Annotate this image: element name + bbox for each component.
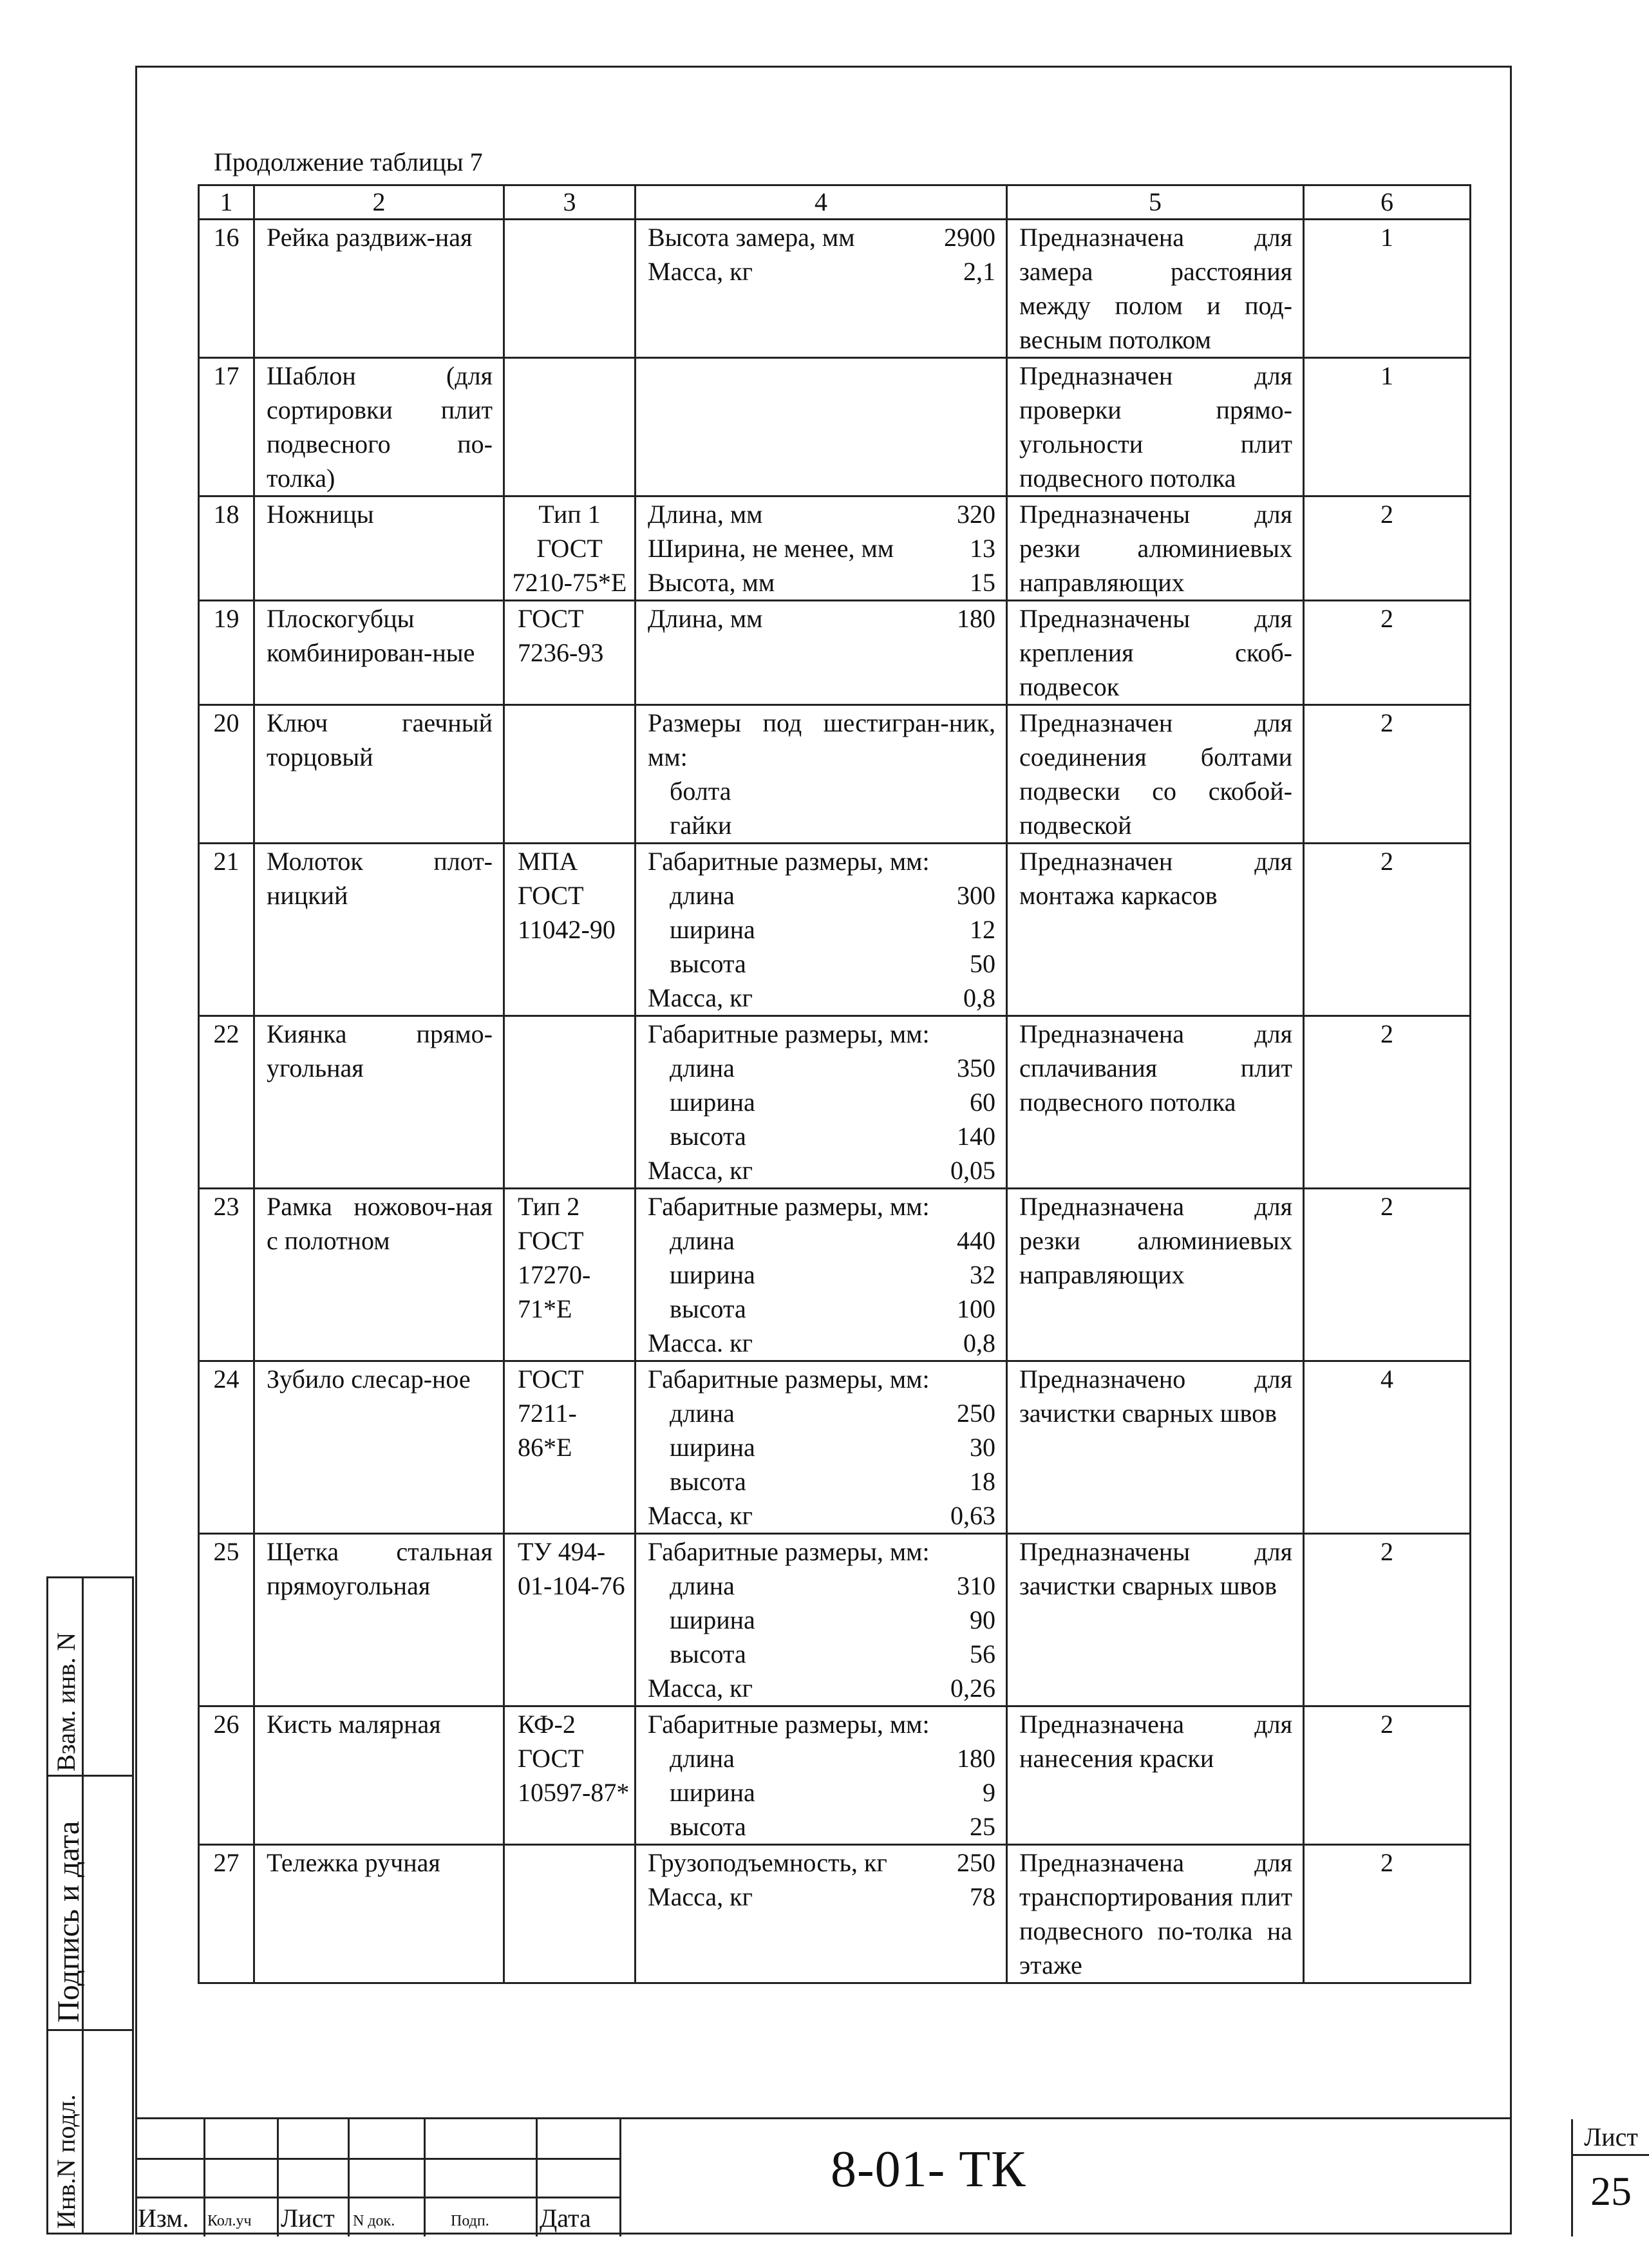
spec-value: 15 bbox=[970, 568, 995, 597]
spec-value: 100 bbox=[957, 1294, 995, 1323]
spec-value: 180 bbox=[957, 604, 995, 633]
label-kol-uch: Кол.уч bbox=[207, 2213, 252, 2229]
specification bbox=[636, 1016, 1007, 1189]
tool-name: Щетка стальная прямоугольная bbox=[254, 1534, 504, 1706]
purpose: Предназначена для замера расстояния между полом и под-весным потолком bbox=[1007, 220, 1304, 358]
spec-line bbox=[648, 1189, 995, 1224]
spec-key: длина bbox=[670, 1054, 735, 1082]
label-podp: Подп. bbox=[451, 2213, 489, 2229]
spec-line bbox=[648, 1362, 995, 1396]
header-cell: 3 bbox=[504, 185, 636, 220]
tool-name: Тележка ручная bbox=[254, 1845, 504, 1983]
spec-line bbox=[648, 1810, 995, 1844]
spec-value: 9 bbox=[983, 1778, 995, 1807]
spec-line bbox=[648, 1741, 995, 1775]
row-number: 19 bbox=[199, 601, 254, 705]
spec-value: 0,26 bbox=[950, 1674, 995, 1703]
spec-line bbox=[648, 1085, 995, 1119]
spec-key: ширина bbox=[670, 1088, 755, 1117]
label-izm: Изм. bbox=[138, 2204, 189, 2233]
spec-key: ширина bbox=[670, 1433, 755, 1462]
spec-key: Грузоподъемность, кг bbox=[648, 1848, 887, 1877]
table-row bbox=[199, 1706, 1471, 1845]
tool-name: Рамка ножовоч-ная с полотном bbox=[254, 1189, 504, 1361]
standard: КФ-2 ГОСТ 10597-87* bbox=[504, 1706, 636, 1845]
purpose: Предназначены для крепления скоб-подвесок bbox=[1007, 601, 1304, 705]
quantity: 2 bbox=[1304, 1189, 1471, 1361]
spec-key: ширина bbox=[670, 1778, 755, 1807]
spec-value: 180 bbox=[957, 1744, 995, 1773]
spec-line bbox=[648, 1637, 995, 1671]
specification bbox=[636, 601, 1007, 705]
specification bbox=[636, 1361, 1007, 1534]
standard bbox=[504, 1845, 636, 1983]
spec-line bbox=[648, 1707, 995, 1741]
standard: ГОСТ 7236-93 bbox=[504, 601, 636, 705]
spec-value: 56 bbox=[970, 1640, 995, 1668]
specification bbox=[636, 705, 1007, 844]
quantity: 2 bbox=[1304, 496, 1471, 601]
spec-value: 60 bbox=[970, 1088, 995, 1117]
specification bbox=[636, 1706, 1007, 1845]
table-row bbox=[199, 844, 1471, 1016]
standard: Тип 1 ГОСТ 7210-75*Е bbox=[504, 496, 636, 601]
spec-line bbox=[648, 1153, 995, 1187]
table-row bbox=[199, 1016, 1471, 1189]
spec-key: Габаритные размеры, мм: bbox=[648, 1365, 930, 1394]
side-stamp bbox=[46, 1576, 134, 2235]
sheet-label: Лист bbox=[1573, 2121, 1649, 2156]
spec-key: Масса, кг bbox=[648, 1501, 753, 1530]
standard: Тип 2 ГОСТ 17270-71*Е bbox=[504, 1189, 636, 1361]
spec-value: 13 bbox=[970, 534, 995, 563]
spec-line bbox=[648, 601, 995, 636]
spec-key: ширина bbox=[670, 1260, 755, 1289]
spec-key: высота bbox=[670, 949, 746, 978]
purpose: Предназначен для монтажа каркасов bbox=[1007, 844, 1304, 1016]
spec-key: гайки bbox=[670, 811, 732, 840]
spec-value: 320 bbox=[957, 500, 995, 529]
sheet-box bbox=[1571, 2119, 1649, 2236]
table-row bbox=[199, 496, 1471, 601]
spec-value: 0,8 bbox=[963, 1328, 995, 1357]
spec-line bbox=[648, 1430, 995, 1464]
spec-key: Габаритные размеры, мм: bbox=[648, 1019, 930, 1048]
spec-line bbox=[648, 1498, 995, 1533]
row-number: 17 bbox=[199, 358, 254, 496]
quantity: 4 bbox=[1304, 1361, 1471, 1534]
row-number: 18 bbox=[199, 496, 254, 601]
spec-line bbox=[648, 220, 995, 254]
spec-line bbox=[648, 1464, 995, 1498]
spec-line bbox=[648, 844, 995, 878]
spec-line bbox=[648, 1258, 995, 1292]
spec-key: высота bbox=[670, 1294, 746, 1323]
standard bbox=[504, 358, 636, 496]
inv-no-label: Инв.N подл. bbox=[52, 2094, 80, 2229]
row-number: 25 bbox=[199, 1534, 254, 1706]
spec-line bbox=[648, 565, 995, 600]
spec-line bbox=[648, 1224, 995, 1258]
quantity: 1 bbox=[1304, 358, 1471, 496]
spec-key: Длина, мм bbox=[648, 604, 763, 633]
standard bbox=[504, 1016, 636, 1189]
spec-line bbox=[648, 1775, 995, 1810]
spec-key: высота bbox=[670, 1640, 746, 1668]
quantity: 2 bbox=[1304, 601, 1471, 705]
tool-name: Кисть малярная bbox=[254, 1706, 504, 1845]
spec-line bbox=[648, 1326, 995, 1360]
spec-line bbox=[648, 1880, 995, 1914]
row-number: 22 bbox=[199, 1016, 254, 1189]
tools-table bbox=[198, 184, 1471, 1984]
header-cell: 5 bbox=[1007, 185, 1304, 220]
spec-line bbox=[648, 912, 995, 947]
purpose: Предназначено для зачистки сварных швов bbox=[1007, 1361, 1304, 1534]
spec-value: 25 bbox=[970, 1812, 995, 1841]
spec-line bbox=[648, 1671, 995, 1705]
spec-key: Габаритные размеры, мм: bbox=[648, 1537, 930, 1566]
tool-name: Киянка прямо-угольная bbox=[254, 1016, 504, 1189]
specification bbox=[636, 220, 1007, 358]
spec-line bbox=[648, 1292, 995, 1326]
standard: ГОСТ 7211-86*Е bbox=[504, 1361, 636, 1534]
spec-line bbox=[648, 1569, 995, 1603]
spec-value: 350 bbox=[957, 1054, 995, 1082]
spec-key: высота bbox=[670, 1122, 746, 1151]
spec-line bbox=[648, 1017, 995, 1051]
replace-inv-label: Взам. инв. N bbox=[52, 1632, 80, 1772]
table-row bbox=[199, 220, 1471, 358]
quantity: 2 bbox=[1304, 1706, 1471, 1845]
purpose: Предназначены для зачистки сварных швов bbox=[1007, 1534, 1304, 1706]
spec-key: длина bbox=[670, 1571, 735, 1600]
specification bbox=[636, 1534, 1007, 1706]
spec-key: Масса, кг bbox=[648, 1882, 753, 1911]
spec-value: 0,63 bbox=[950, 1501, 995, 1530]
spec-line bbox=[648, 1119, 995, 1153]
spec-key: Масса, кг bbox=[648, 1674, 753, 1703]
tool-name: Молоток плот-ницкий bbox=[254, 844, 504, 1016]
tool-name: Ключ гаечный торцовый bbox=[254, 705, 504, 844]
tool-name: Ножницы bbox=[254, 496, 504, 601]
header-cell: 6 bbox=[1304, 185, 1471, 220]
spec-value: 90 bbox=[970, 1605, 995, 1634]
purpose: Предназначена для резки алюминиевых направляющих bbox=[1007, 1189, 1304, 1361]
row-number: 20 bbox=[199, 705, 254, 844]
spec-value: 32 bbox=[970, 1260, 995, 1289]
spec-value: 30 bbox=[970, 1433, 995, 1462]
spec-line bbox=[648, 254, 995, 288]
tool-name: Шаблон (для сортировки плит подвесного по-толка) bbox=[254, 358, 504, 496]
sign-date-label: Подпись и дата bbox=[52, 1820, 86, 2023]
specification bbox=[636, 358, 1007, 496]
table-row bbox=[199, 705, 1471, 844]
header-cell: 2 bbox=[254, 185, 504, 220]
spec-value: 0,8 bbox=[963, 983, 995, 1012]
spec-key: ширина bbox=[670, 915, 755, 944]
spec-line bbox=[648, 1535, 995, 1569]
spec-key: Масса, кг bbox=[648, 1156, 753, 1185]
tool-name: Рейка раздвиж-ная bbox=[254, 220, 504, 358]
spec-value: 0,05 bbox=[950, 1156, 995, 1185]
spec-key: Длина, мм bbox=[648, 500, 763, 529]
spec-value: 2900 bbox=[944, 223, 995, 252]
spec-key: высота bbox=[670, 1467, 746, 1496]
row-number: 24 bbox=[199, 1361, 254, 1534]
specification bbox=[636, 496, 1007, 601]
spec-key: ширина bbox=[670, 1605, 755, 1634]
spec-key: Высота замера, мм bbox=[648, 223, 855, 252]
spec-value: 12 bbox=[970, 915, 995, 944]
specification bbox=[636, 1189, 1007, 1361]
table-row bbox=[199, 1534, 1471, 1706]
spec-line bbox=[648, 531, 995, 565]
table-row bbox=[199, 601, 1471, 705]
specification bbox=[636, 1845, 1007, 1983]
spec-key: болта bbox=[670, 777, 731, 806]
purpose: Предназначены для резки алюминиевых направляющих bbox=[1007, 496, 1304, 601]
tool-name: Плоскогубцы комбинирован-ные bbox=[254, 601, 504, 705]
spec-line bbox=[648, 808, 995, 842]
table-row bbox=[199, 1845, 1471, 1983]
quantity: 2 bbox=[1304, 705, 1471, 844]
spec-line bbox=[648, 1603, 995, 1637]
spec-value: 50 bbox=[970, 949, 995, 978]
spec-value: 18 bbox=[970, 1467, 995, 1496]
spec-key: длина bbox=[670, 1399, 735, 1428]
document-code: 8-01- ТК bbox=[831, 2141, 1026, 2198]
spec-line bbox=[648, 1846, 995, 1880]
label-list: Лист bbox=[281, 2204, 335, 2233]
purpose: Предназначена для сплачивания плит подвесного потолка bbox=[1007, 1016, 1304, 1189]
table-row bbox=[199, 1189, 1471, 1361]
spec-key: длина bbox=[670, 1226, 735, 1255]
spec-value: 250 bbox=[957, 1848, 995, 1877]
spec-key: Габаритные размеры, мм: bbox=[648, 847, 930, 876]
spec-key: длина bbox=[670, 881, 735, 910]
row-number: 23 bbox=[199, 1189, 254, 1361]
standard: ТУ 494-01-104-76 bbox=[504, 1534, 636, 1706]
spec-value: 440 bbox=[957, 1226, 995, 1255]
standard bbox=[504, 705, 636, 844]
spec-line bbox=[648, 947, 995, 981]
spec-key: Ширина, не менее, мм bbox=[648, 534, 894, 563]
header-cell: 4 bbox=[636, 185, 1007, 220]
spec-key: Масса, кг bbox=[648, 983, 753, 1012]
table-caption: Продолжение таблицы 7 bbox=[214, 147, 483, 176]
spec-text: Размеры под шестигран-ник, мм: bbox=[648, 708, 1002, 771]
spec-key: Масса, кг bbox=[648, 257, 753, 286]
spec-key: Масса. кг bbox=[648, 1328, 753, 1357]
standard bbox=[504, 220, 636, 358]
spec-line bbox=[648, 1051, 995, 1085]
tool-name: Зубило слесар-ное bbox=[254, 1361, 504, 1534]
spec-value: 310 bbox=[957, 1571, 995, 1600]
specification bbox=[636, 844, 1007, 1016]
label-data: Дата bbox=[540, 2204, 591, 2233]
spec-line bbox=[648, 981, 995, 1015]
spec-line bbox=[648, 878, 995, 912]
sheet-number: 25 bbox=[1590, 2168, 1632, 2214]
quantity: 1 bbox=[1304, 220, 1471, 358]
quantity: 2 bbox=[1304, 1016, 1471, 1189]
header-cell: 1 bbox=[199, 185, 254, 220]
spec-line bbox=[648, 1396, 995, 1430]
spec-key: высота bbox=[670, 1812, 746, 1841]
purpose: Предназначен для соединения болтами подвески со скобой-подвеской bbox=[1007, 705, 1304, 844]
standard: МПА ГОСТ 11042-90 bbox=[504, 844, 636, 1016]
row-number: 21 bbox=[199, 844, 254, 1016]
row-number: 16 bbox=[199, 220, 254, 358]
row-number: 26 bbox=[199, 1706, 254, 1845]
spec-line bbox=[648, 497, 995, 531]
table-header-row bbox=[199, 185, 1471, 220]
quantity: 2 bbox=[1304, 844, 1471, 1016]
spec-value: 300 bbox=[957, 881, 995, 910]
spec-value: 140 bbox=[957, 1122, 995, 1151]
spec-value: 250 bbox=[957, 1399, 995, 1428]
title-block bbox=[135, 2117, 1638, 2235]
spec-key: Высота, мм bbox=[648, 568, 775, 597]
spec-value: 2,1 bbox=[963, 257, 995, 286]
purpose: Предназначена для нанесения краски bbox=[1007, 1706, 1304, 1845]
table-row bbox=[199, 358, 1471, 496]
quantity: 2 bbox=[1304, 1845, 1471, 1983]
spec-key: Габаритные размеры, мм: bbox=[648, 1710, 930, 1739]
row-number: 27 bbox=[199, 1845, 254, 1983]
table-row bbox=[199, 1361, 1471, 1534]
label-n-dok: N док. bbox=[353, 2213, 395, 2229]
purpose: Предназначен для проверки прямо-угольности плит подвесного потолка bbox=[1007, 358, 1304, 496]
spec-key: длина bbox=[670, 1744, 735, 1773]
quantity: 2 bbox=[1304, 1534, 1471, 1706]
purpose: Предназначена для транспортирования плит подвесного по-толка на этаже bbox=[1007, 1845, 1304, 1983]
spec-line bbox=[648, 774, 995, 808]
spec-value: 78 bbox=[970, 1882, 995, 1911]
spec-key: Габаритные размеры, мм: bbox=[648, 1192, 930, 1221]
